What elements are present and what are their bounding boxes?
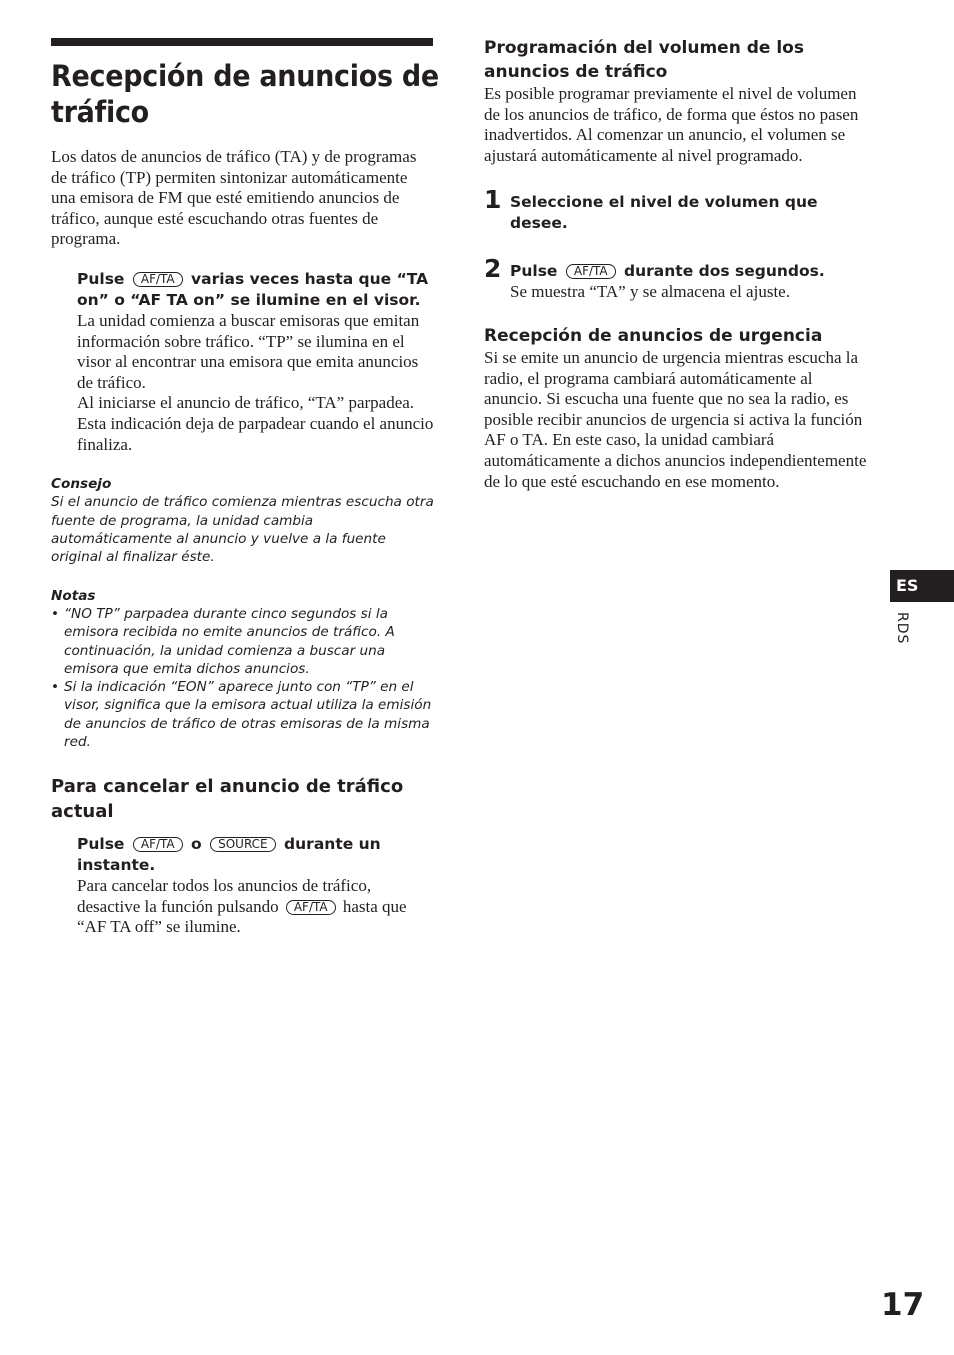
step-2-rest: durante dos segundos. [624,262,825,281]
cancel-block [77,834,437,938]
right-column [484,36,868,492]
page-title [51,58,442,130]
intro-paragraph: Los datos de anuncios de tráfico (TA) y de programas de tráfico (TP) permiten sintonizar automáticamente una emisora de FM que esté emitiendo anuncios de tráfico, aunque esté escuchando otras fuentes de programa. [51,147,417,249]
step-2-line [510,261,868,282]
tip-block [51,475,435,566]
note-text: “NO TP” parpadea durante cinco segundos si la emisora recibida no emite anuncios de tráfico. A continuación, la unidad comienza a buscar una emisora que emita dichos anuncios. [64,605,395,677]
instruction-body-1: La unidad comienza a buscar emisoras que emitan información sobre tráfico. “TP” se ilumina en el visor al encontrar una emisora que emita anuncios de tráfico. [77,310,420,392]
instruction-block [77,269,437,455]
cancel-instruction [77,834,437,876]
title-rule [51,38,433,46]
note-item: • Si la indicación “EON” aparece junto con “TP” en el visor, significa que la emisora actual utiliza la emisión de anuncios de tráfico de otras emisoras de la misma red. [51,679,432,750]
note-item: • “NO TP” parpadea durante cinco segundos si la emisora recibida no emite anuncios de tráfico. A continuación, la unidad comienza a buscar una emisora que emita dichos anuncios. [51,605,395,677]
source-key: SOURCE [210,837,276,852]
instruction-line [77,269,437,311]
left-column [51,38,439,938]
cancel-pulse: Pulse [77,835,125,854]
language-tab: ES [890,570,954,602]
cancel-rest: durante un instante. [77,835,381,875]
notes-list [51,605,435,751]
instruction-rest: varias veces hasta que “TA on” o “AF TA on” se ilumine en el visor. [77,269,429,309]
cancel-heading: Para cancelar el anuncio de tráfico actual [51,776,404,823]
note-text: Si la indicación “EON” aparece junto con “TP” en el visor, significa que la emisora actual utiliza la emisión de anuncios de tráfico de otras emisoras de la misma red. [64,679,432,750]
volume-text: Es posible programar previamente el nivel de volumen de los anuncios de tráfico, de forma que éstos no pasen inadvertidos. Al comenzar un anuncio, el volumen se ajustará automáticamente al nivel programado. [484,84,859,165]
step-2 [484,254,868,303]
tip-text: Si el anuncio de tráfico comienza mientras escucha otra fuente de programa, la unidad cambia automáticamente al anuncio y vuelve a la fuente original al finalizar éste. [51,494,434,566]
step-1 [484,185,868,234]
volume-heading: Programación del volumen de los anuncios de tráfico [484,38,804,82]
step-1-text: Seleccione el nivel de volumen que desee. [510,193,818,233]
af-ta-key: AF/TA [133,272,183,287]
step-2-pulse: Pulse [510,262,558,281]
instruction-body-2: Al iniciarse el anuncio de tráfico, “TA” parpadea. Esta indicación deja de parpadear cuando el anuncio finaliza. [77,393,434,454]
cancel-or: o [191,835,202,854]
page-number: 17 [881,1287,925,1323]
step-number: 1 [484,185,502,215]
page-title-line-1: Recepción de anuncios de [51,59,439,93]
step-number: 2 [484,254,502,284]
af-ta-key: AF/TA [133,837,183,852]
notes-heading: Notas [51,587,96,604]
af-ta-key: AF/TA [286,900,336,915]
urgent-heading: Recepción de anuncios de urgencia [484,325,823,346]
tip-heading: Consejo [51,476,112,493]
notes-block [51,587,435,752]
step-2-body: Se muestra “TA” y se almacena el ajuste. [510,282,790,302]
section-label: RDS [894,612,910,645]
urgent-text: Si se emite un anuncio de urgencia mientras escucha la radio, el programa cambiará automáticamente al anuncio. Si escucha una fuente que no sea la radio, es posible recibir anuncios de urgencia si activa la función AF o TA. En este caso, la unidad cambiará automáticamente a dichos anuncios independientemente de lo que esté escuchando en ese momento. [484,347,867,491]
cancel-body [77,876,437,938]
cancel-body-before: Para cancelar todos los anuncios de tráfico, desactive la función pulsando [77,876,372,916]
af-ta-key: AF/TA [566,264,616,279]
cancel-body-after: hasta que “AF TA off” se ilumine. [77,896,407,937]
page-title-line-2: tráfico [51,95,149,129]
instruction-pulse: Pulse [77,269,125,288]
